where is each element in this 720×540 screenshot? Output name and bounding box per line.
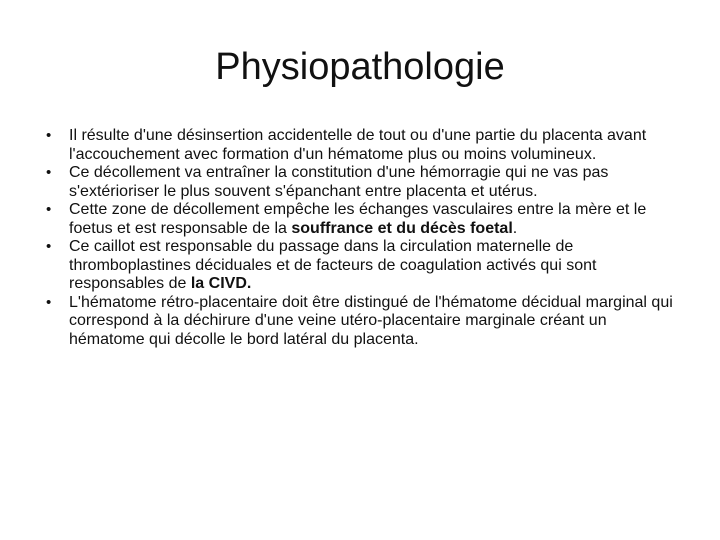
bullet-item-2: [46, 164, 686, 201]
bullet-text: L'hématome rétro-placentaire doit être distingué de l'hématome décidual marginal qui correspond à la déchirure d'une veine utéro-placentaire marginale créant un hématome qui décolle le bord latéral du placenta.: [69, 293, 673, 348]
bullet-list: [46, 127, 686, 349]
bullet-item-5: [46, 294, 686, 350]
bullet-text: Il résulte d'une désinsertion accidentelle de tout ou d'une partie du placenta avant l'accouchement avec formation d'un hématome plus ou moins volumineux.: [69, 127, 647, 163]
bullet-item-1: [46, 127, 686, 164]
slide-title: Physiopathologie: [215, 46, 505, 88]
bullet-text: .: [512, 219, 518, 237]
bullet-text: Ce caillot est responsable du passage dans la circulation maternelle de thromboplastines déciduales et de facteurs de coagulation activés qui sont responsables de: [69, 238, 597, 292]
bullet-text: Ce décollement va entraîner la constitution d'une hémorragie qui ne vas pas s'extérioriser le plus souvent s'épanchant entre placenta et utérus.: [69, 164, 609, 200]
bullet-item-4: [46, 238, 686, 294]
bullet-text-bold: la CIVD.: [190, 275, 252, 292]
bullet-text: Cette zone de décollement empêche les échanges vasculaires entre la mère et le foetus et est responsable de la: [69, 201, 647, 237]
bullet-item-3: [46, 201, 686, 238]
bullet-text-bold: souffrance et du décès foetal: [291, 219, 513, 237]
